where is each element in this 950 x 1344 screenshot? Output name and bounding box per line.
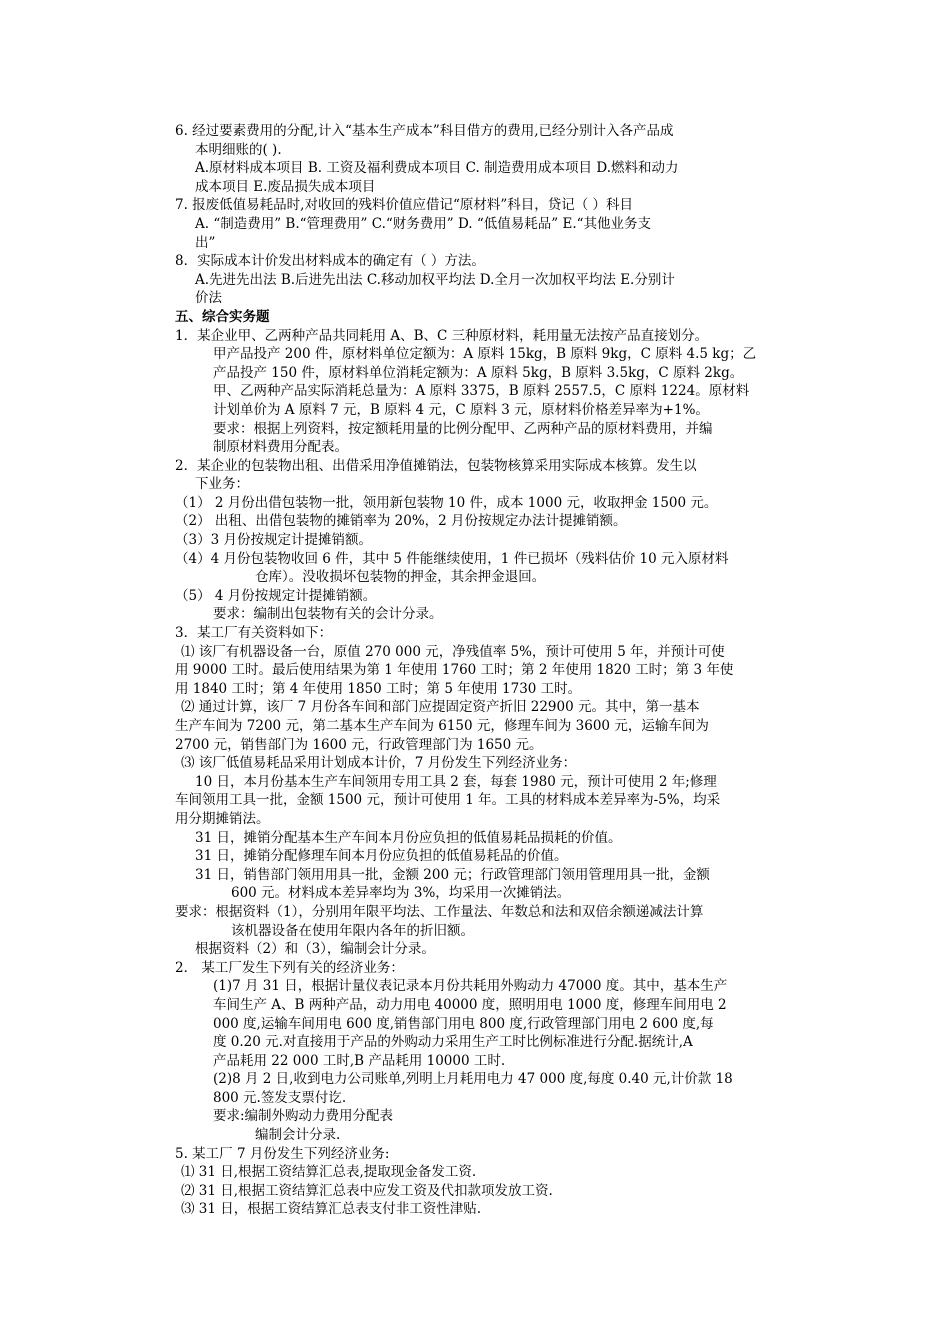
text-line: 甲、乙两种产品实际消耗总量为：A 原料 3375，B 原料 2557.5，C 原料 1224。原材料: [213, 383, 750, 400]
text-line: ⑴ 31 日,根据工资结算汇总表,提取现金备发工资.: [181, 1164, 477, 1181]
text-line: 用分期摊销法。: [175, 810, 270, 827]
text-line: 要求：根据资料（1），分别用年限平均法、工作量法、年数总和法和双倍余额递减法计算: [175, 903, 704, 920]
text-line: 800 元.签发支票付讫.: [213, 1089, 347, 1106]
text-line: （2） 出租、出借包装物的摊销率为 20%，2 月份按规定办法计提摊销额。: [175, 513, 627, 530]
section-heading: 五、综合实务题: [175, 308, 270, 325]
text-line: 8．实际成本计价发出材料成本的确定有（ ）方法。: [175, 253, 485, 270]
text-line: 10 日，本月份基本生产车间领用专用工具 2 套，每套 1980 元，预计可使用 2 年;修理: [195, 773, 717, 790]
text-line: 要求:编制外购动力费用分配表: [213, 1108, 394, 1125]
text-line: 产品投产 150 件，原材料单位消耗定额为：A 原料 5kg，B 原料 3.5kg，C 原料 2kg。: [213, 364, 744, 381]
text-line: 车间生产 A、B 两种产品，动力用电 40000 度，照明用电 1000 度，修理车间用电 2: [213, 996, 727, 1013]
text-line: 31 日，摊销分配基本生产车间本月份应负担的低值易耗品损耗的价值。: [195, 829, 622, 846]
text-line: 该机器设备在使用年限内各年的折旧额。: [231, 922, 474, 939]
text-line: (1)7 月 31 日，根据计量仪表记录本月份共耗用外购动力 47000 度。其中，基本生产: [213, 978, 728, 995]
text-line: 6. 经过要素费用的分配,计入“基本生产成本”科目借方的费用,已经分别计入各产品成: [175, 123, 674, 139]
text-line: （1） 2 月份出借包装物一批，领用新包装物 10 件，成本 1000 元，收取押金 1500 元。: [175, 494, 718, 511]
text-line: （5） 4 月份按规定计提摊销额。: [175, 587, 377, 604]
text-line: （3）3 月份按规定计提摊销额。: [175, 532, 372, 549]
text-line: 000 度,运输车间用电 600 度,销售部门用电 800 度,行政管理部门用电 2 600 度,每: [213, 1015, 714, 1032]
text-line: ⑵ 31 日,根据工资结算汇总表中应发工资及代扣款项发放工资.: [181, 1182, 553, 1199]
text-line: 2． 某工厂发生下列有关的经济业务：: [175, 959, 404, 976]
text-line: 出”: [195, 234, 216, 251]
text-line: A.先进先出法 B.后进先出法 C.移动加权平均法 D.全月一次加权平均法 E.分别计: [195, 271, 675, 288]
text-line: 用 1840 工时；第 4 年使用 1850 工时；第 5 年使用 1730 工时。: [175, 680, 582, 697]
text-line: 31 日，摊销分配修理车间本月份应负担的低值易耗品的价值。: [195, 848, 568, 865]
text-line: 车间领用工具一批，金额 1500 元，预计可使用 1 年。工具的材料成本差异率为-5%，均采: [175, 792, 721, 809]
document-body: [175, 122, 810, 1219]
text-line: 3．某工厂有关资料如下：: [175, 625, 333, 642]
text-line: 要求：根据上列资料，按定额耗用量的比例分配甲、乙两种产品的原材料费用，并编: [213, 420, 713, 437]
text-line: (2)8 月 2 日,收到电力公司账单,列明上月耗用电力 47 000 度,每度 0.40 元,计价款 18: [213, 1071, 733, 1088]
text-line: ⑴ 该厂有机器设备一台，原值 270 000 元，净残值率 5%，预计可使用 5 年，并预计可使: [181, 643, 725, 660]
text-line: 仓库）。没收损坏包装物的押金，其余押金退回。: [255, 569, 546, 586]
text-line: 用 9000 工时。最后使用结果为第 1 年使用 1760 工时；第 2 年使用 1820 工时；第 3 年使: [175, 662, 734, 679]
text-line: ⑶ 31 日，根据工资结算汇总表支付非工资性津贴.: [181, 1201, 482, 1218]
text-line: 600 元。材料成本差异率均为 3%，均采用一次摊销法。: [231, 885, 571, 902]
text-line: 计划单价为 A 原料 7 元，B 原料 4 元，C 原料 3 元，原材料价格差异率为+1%。: [213, 401, 709, 418]
text-line: 成本项目 E.废品损失成本项目: [195, 178, 376, 195]
text-line: A.原材料成本项目 B. 工资及福利费成本项目 C. 制造费用成本项目 D.燃料和动力: [195, 160, 679, 177]
text-line: （4）4 月份包装物收回 6 件，其中 5 件能继续使用，1 件已损坏（残料估价 10 元入原材料: [175, 550, 729, 567]
text-line: 价法: [195, 290, 222, 307]
text-line: 根据资料（2）和（3），编制会计分录。: [195, 941, 435, 958]
text-line: 7. 报废低值易耗品时,对收回的残料价值应借记“原材料”科目，贷记（ ）科目: [175, 197, 634, 214]
text-line: 甲产品投产 200 件，原材料单位定额为：A 原料 15kg，B 原料 9kg，C 原料 4.5 kg；乙: [213, 346, 757, 363]
text-line: 产品耗用 22 000 工时,B 产品耗用 10000 工时.: [213, 1052, 506, 1069]
text-line: A. “制造费用” B.“管理费用” C.“财务费用” D. “低值易耗品” E.“其他业务支: [195, 215, 652, 232]
text-line: 制原材料费用分配表。: [213, 439, 348, 456]
text-line: 要求：编制出包装物有关的会计分录。: [213, 606, 443, 623]
text-line: 生产车间为 7200 元，第二基本生产车间为 6150 元，修理车间为 3600 元，运输车间为: [175, 718, 709, 734]
text-line: ⑵ 通过计算，该厂 7 月份各车间和部门应提固定资产折旧 22900 元。其中，第一基本: [181, 699, 700, 716]
text-line: 1．某企业甲、乙两种产品共同耗用 A、B、C 三种原材料，耗用量无法按产品直接划分。: [175, 327, 709, 344]
text-line: 5. 某工厂 7 月份发生下列经济业务:: [175, 1145, 390, 1162]
text-line: 2．某企业的包装物出租、出借采用净值摊销法，包装物核算采用实际成本核算。发生以: [175, 457, 697, 474]
text-line: 31 日，销售部门领用用具一批，金额 200 元；行政管理部门领用管理用具一批，金额: [195, 866, 710, 883]
text-line: ⑶ 该厂低值易耗品采用计划成本计价，7 月份发生下列经济业务：: [181, 755, 577, 772]
text-line: 本明细账的( ).: [195, 141, 282, 158]
text-line: 度 0.20 元.对直接用于产品的外购动力采用生产工时比例标准进行分配.据统计,A: [213, 1034, 693, 1051]
text-line: 下业务：: [195, 476, 249, 493]
text-line: 2700 元，销售部门为 1600 元，行政管理部门为 1650 元。: [175, 736, 543, 753]
text-line: 编制会计分录.: [255, 1127, 341, 1144]
